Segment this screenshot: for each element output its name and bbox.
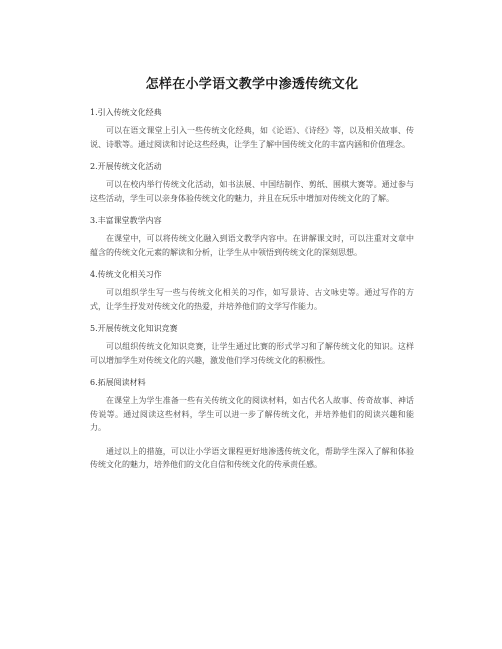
section-heading: 1.引入传统文化经典 [90,108,162,117]
section-heading: 6.拓展阅读材料 [90,378,146,387]
conclusion-paragraph: 通过以上的措施，可以让小学语文课程更好地渗透传统文化，帮助学生深入了解和体验传统文化的魅力，培养他们的文化自信和传统文化的传承责任感。 [90,446,414,469]
section-body: 可以组织学生写一些与传统文化相关的习作，如写景诗、古文咏史等。通过写作的方式，让学生抒发对传统文化的热爱，并培养他们的文学写作能力。 [90,288,414,311]
section-list [90,107,414,435]
section-body: 在课堂上为学生准备一些有关传统文化的阅读材料，如古代名人故事、传奇故事、神话传说等。通过阅读这些材料，学生可以进一步了解传统文化，并培养他们的阅读兴趣和能力。 [90,396,414,432]
section-heading: 2.开展传统文化活动 [90,162,162,171]
section-body: 可以在语文课堂上引入一些传统文化经典，如《论语》、《诗经》等，以及相关故事、传说、诗歌等。通过阅读和讨论这些经典，让学生了解中国传统文化的丰富内涵和价值理念。 [90,126,414,149]
section-1 [90,107,414,151]
section-5 [90,323,414,367]
section-body: 可以在校内举行传统文化活动，如书法展、中国结制作、剪纸、围棋大赛等。通过参与这些活动，学生可以亲身体验传统文化的魅力，并且在玩乐中增加对传统文化的了解。 [90,180,414,203]
section-4 [90,269,414,313]
section-3 [90,215,414,259]
section-6 [90,377,414,435]
section-heading: 5.开展传统文化知识竞赛 [90,324,178,333]
section-heading: 4.传统文化相关习作 [90,270,162,279]
section-body: 可以组织传统文化知识竞赛，让学生通过比赛的形式学习和了解传统文化的知识。这样可以增加学生对传统文化的兴趣，激发他们学习传统文化的积极性。 [90,342,414,365]
section-2 [90,161,414,205]
document-title: 怎样在小学语文教学中渗透传统文化 [145,77,359,92]
section-heading: 3.丰富课堂教学内容 [90,216,162,225]
section-body: 在课堂中，可以将传统文化融入到语文教学内容中。在讲解课文时，可以注重对文章中蕴含的传统文化元素的解读和分析，让学生从中领悟到传统文化的深刻思想。 [90,234,414,257]
